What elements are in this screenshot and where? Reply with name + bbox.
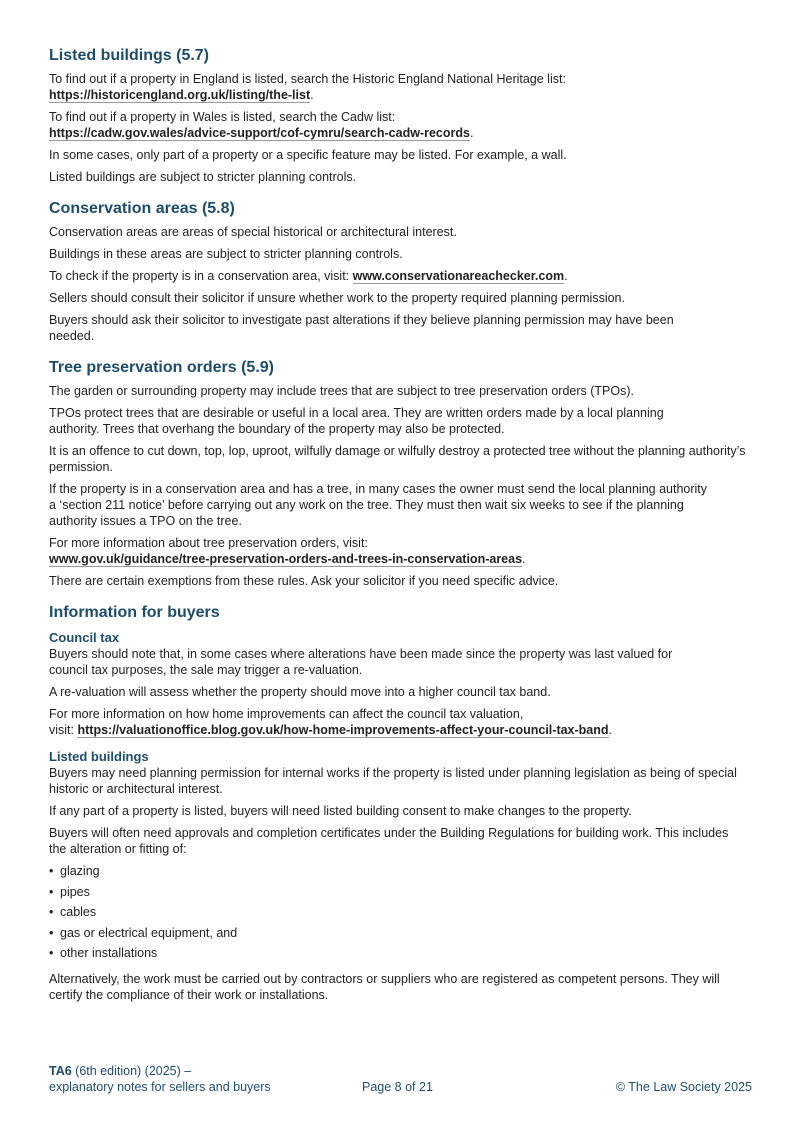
section-tree-preservation xyxy=(49,358,749,589)
conservation-checker-link[interactable]: www.conservationareachecker.com xyxy=(352,269,565,283)
form-subtitle: explanatory notes for sellers and buyers xyxy=(49,1080,271,1094)
paragraph: Alternatively, the work must be carried out by contractors or suppliers who are registered as competent persons. They will certify the compliance of their work or installations. xyxy=(49,972,720,1002)
paragraph: In some cases, only part of a property or a specific feature may be listed. For example, a wall. xyxy=(49,148,567,162)
subheading-council-tax: Council tax xyxy=(49,630,120,645)
cadw-link[interactable]: https://cadw.gov.wales/advice-support/cof-cymru/search-cadw-records xyxy=(49,126,470,140)
list-item: • pipes xyxy=(49,884,90,899)
section-listed-buildings xyxy=(49,46,749,185)
subheading-listed-buildings: Listed buildings xyxy=(49,749,149,764)
form-code: TA6 xyxy=(49,1064,72,1078)
paragraph: TPOs protect trees that are desirable or useful in a local area. They are written orders made by a local planning authority. Trees that overhang the boundary of the property may also be protected. xyxy=(49,406,664,436)
fitting-list xyxy=(49,863,749,961)
valuation-office-link[interactable]: https://valuationoffice.blog.gov.uk/how-home-improvements-affect-your-council-tax-band xyxy=(77,723,609,737)
paragraph: Listed buildings are subject to stricter planning controls. xyxy=(49,170,357,184)
paragraph: To find out if a property in England is listed, search the Historic England National Heritage list: https://historicengland.org.uk/listing/the-list. xyxy=(49,72,566,102)
paragraph: For more information on how home improvements can affect the council tax valuation, visit: https://valuationoffice.blog.gov.uk/how-home-improvements-affect-your-council-tax-band. xyxy=(49,707,613,737)
paragraph: Buildings in these areas are subject to stricter planning controls. xyxy=(49,247,403,261)
section-heading: Conservation areas (5.8) xyxy=(49,200,235,217)
paragraph: For more information about tree preservation orders, visit: www.gov.uk/guidance/tree-preservation-orders-and-trees-in-conservation-areas. xyxy=(49,536,526,566)
copyright: © The Law Society 2025 xyxy=(615,1080,752,1094)
list-item: • glazing xyxy=(49,864,100,878)
paragraph: If the property is in a conservation area and has a tree, in many cases the owner must send the local planning authority a ‘section 211 notice’ before carrying out any work on the tree. They must then wait six weeks to see if the planning authority issues a TPO on the tree. xyxy=(49,482,708,528)
paragraph: To find out if a property in Wales is listed, search the Cadw list: https://cadw.gov.wales/advice-support/cof-cymru/search-cadw-records. xyxy=(49,110,474,140)
paragraph: If any part of a property is listed, buyers will need listed building consent to make changes to the property. xyxy=(49,804,632,818)
paragraph: Buyers may need planning permission for internal works if the property is listed under planning legislation as being of special historic or architectural interest. xyxy=(49,766,737,796)
section-heading: Listed buildings (5.7) xyxy=(49,47,210,64)
paragraph: Conservation areas are areas of special historical or architectural interest. xyxy=(49,225,457,239)
paragraph: To check if the property is in a conservation area, visit: www.conservationareachecker.com. xyxy=(49,269,568,283)
paragraph: Buyers will often need approvals and completion certificates under the Building Regulations for building work. This includes the alteration or fitting of: xyxy=(49,826,729,856)
section-heading: Tree preservation orders (5.9) xyxy=(49,359,274,376)
historic-england-link[interactable]: https://historicengland.org.uk/listing/the-list xyxy=(49,88,311,102)
paragraph: It is an offence to cut down, top, lop, uproot, wilfully damage or wilfully destroy a protected tree without the planning authority’s permission. xyxy=(49,444,746,474)
page-number: Page 8 of 21 xyxy=(362,1080,433,1094)
paragraph: There are certain exemptions from these rules. Ask your solicitor if you need specific advice. xyxy=(49,574,559,588)
form-edition: (6th edition) (2025) – xyxy=(75,1064,192,1078)
paragraph: The garden or surrounding property may include trees that are subject to tree preservation orders (TPOs). xyxy=(49,384,635,398)
list-item: • other installations xyxy=(49,946,158,960)
document-body xyxy=(49,46,749,1017)
section-conservation-areas xyxy=(49,199,749,344)
paragraph: A re-valuation will assess whether the property should move into a higher council tax band. xyxy=(49,685,551,699)
paragraph: Buyers should ask their solicitor to investigate past alterations if they believe planning permission may have been needed. xyxy=(49,313,674,343)
footer-form-title xyxy=(49,1063,271,1095)
list-item: • cables xyxy=(49,905,97,919)
paragraph: Sellers should consult their solicitor if unsure whether work to the property required planning permission. xyxy=(49,291,625,305)
page-footer xyxy=(49,1063,752,1099)
tpo-guidance-link[interactable]: www.gov.uk/guidance/tree-preservation-orders-and-trees-in-conservation-areas xyxy=(49,552,523,566)
section-information-for-buyers xyxy=(49,603,749,1003)
paragraph: Buyers should note that, in some cases where alterations have been made since the property was last valued for council tax purposes, the sale may trigger a re-valuation. xyxy=(49,647,673,677)
section-heading: Information for buyers xyxy=(49,604,220,621)
list-item: • gas or electrical equipment, and xyxy=(49,925,238,940)
